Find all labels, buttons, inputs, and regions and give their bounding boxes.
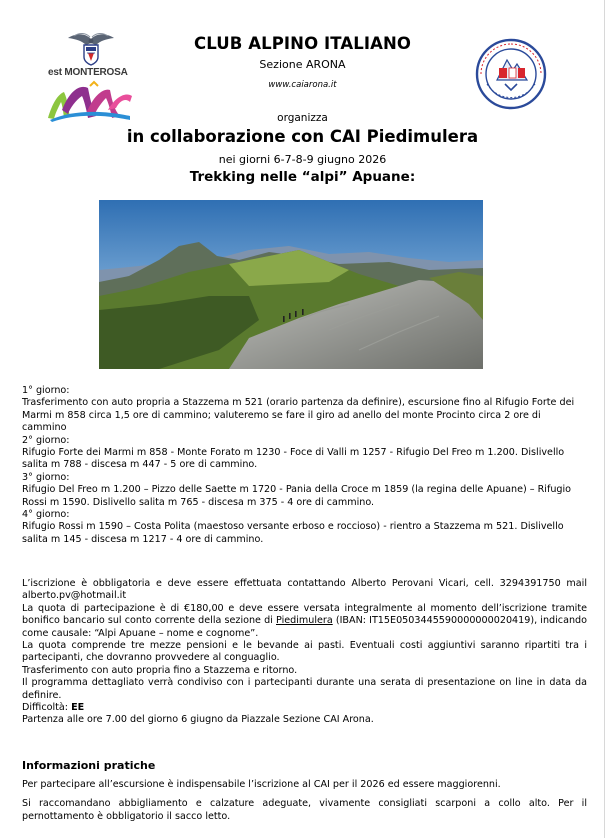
event-dates: nei giorni 6-7-8-9 giugno 2026 <box>218 153 387 166</box>
day-2-label: 2° giorno: <box>22 434 70 446</box>
cai-piedimulera-badge-icon <box>475 38 547 110</box>
quota-text <box>22 603 587 640</box>
trasferimento-text: Trasferimento con auto propria fino a Stazzema e ritorno. <box>22 664 298 676</box>
club-title: CLUB ALPINO ITALIANO <box>194 34 411 53</box>
partenza-text: Partenza alle ore 7.00 del giorno 6 giugno da Piazzale Sezione CAI Arona. <box>22 714 374 726</box>
section-name: Sezione ARONA <box>259 58 346 71</box>
quota-text-end: (IBAN: IT15E0503445590000000020419), indicando come causale: “Alpi Apuane – nome e cognome”. <box>22 615 587 639</box>
quota-text-start: La quota di partecipazione è di €180,00 e deve essere versata integralmente al momento dell’iscrizione tramite bonifico bancario sul conto corrente della sezione di <box>22 602 587 627</box>
organizza-label: organizza <box>277 112 328 124</box>
apuan-alps-photo <box>99 200 483 369</box>
difficolta-label: Difficoltà: <box>22 702 72 714</box>
collaboration-heading: in collaborazione con CAI Piedimulera <box>126 127 479 146</box>
difficolta-value: EE <box>71 702 85 714</box>
day-2-text: Rifugio Forte dei Marmi m 858 - Monte Forato m 1230 - Foce di Valli m 1257 - Rifugio Del Freo m 1.200. Dislivello salita m 788 - discesa m 447 - 5 ore di cammino. <box>22 447 565 471</box>
equipment-advice: Si raccomandano abbigliamento e calzature adeguate, vivamente consigliati scarponi a collo alto. Per il pernottamento è obbligatorio il sacco letto. <box>22 798 587 822</box>
day-1-text: Trasferimento con auto propria a Stazzema m 521 (orario partenza da definire), escursione fino al Rifugio Forte dei Marmi m 858 circa 1,5 ore di cammino; valuteremo se fare il giro ad anello del monte Procinto circa 2 ore di cammino <box>22 397 575 434</box>
cai-membership-note: Per partecipare all’escursione è indispensabile l’iscrizione al CAI per il 2026 ed essere maggiorenni. <box>22 779 501 790</box>
iscrizione-text: L’iscrizione è obbligatoria e deve essere effettuata contattando Alberto Perovani Vicari, cell. 3294391750 mail alberto.pv@hotmail.it <box>22 578 587 602</box>
day-3-text: Rifugio Del Freo m 1.200 – Pizzo delle Saette m 1720 - Pania della Croce m 1859 (la regina delle Apuane) – Rifugio Rossi m 1590. Dislivello salita m 765 - discesa m 375 - 4 ore di cammino. <box>22 484 572 508</box>
difficolta-line <box>22 702 587 714</box>
registration-info <box>22 578 587 727</box>
trek-title: Trekking nelle “alpi” Apuane: <box>189 169 416 185</box>
itinerary <box>22 385 587 546</box>
est-monterosa-label: est MONTEROSA <box>48 67 128 78</box>
website-link[interactable]: www.caiarona.it <box>268 80 337 90</box>
day-1-label: 1° giorno: <box>22 385 70 396</box>
day-4-text: Rifugio Rossi m 1590 – Costa Polita (maestoso versante erboso e roccioso) - rientro a Stazzema m 521. Dislivello salita m 145 - discesa m 1217 - 4 ore di cammino. <box>22 521 564 545</box>
day-3-label: 3° giorno: <box>22 471 70 483</box>
day-4-label: 4° giorno: <box>22 509 70 521</box>
pensione-text: La quota comprende tre mezze pensioni e le bevande ai pasti. Eventuali costi aggiuntivi saranno ripartiti tra i partecipanti, che dovranno provvedere al conguaglio. <box>22 640 587 664</box>
practical-info-heading: Informazioni pratiche <box>22 759 156 772</box>
programma-text: Il programma dettagliato verrà condiviso con i partecipanti durante una serata di presentazione on line in data da definire. <box>22 677 587 701</box>
piedimulera-link[interactable]: Piedimulera <box>276 615 333 627</box>
